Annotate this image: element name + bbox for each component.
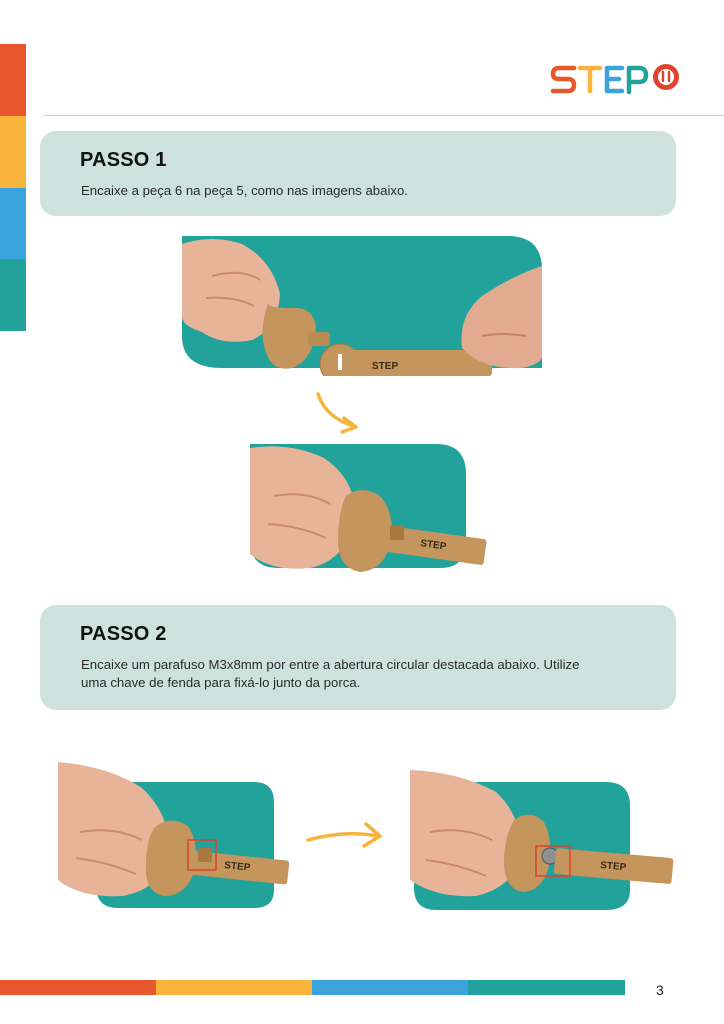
step-2-title: PASSO 2 [80, 623, 167, 645]
step-2-photo-after [410, 770, 680, 912]
footer-bar-orange [0, 980, 156, 995]
piece-engraving: STEP [419, 538, 447, 553]
step-2-photo-before [58, 762, 294, 910]
step-2-card [40, 605, 676, 710]
step-1-description: Encaixe a peça 6 na peça 5, como nas imagens abaixo. [81, 183, 408, 198]
arrow-right-icon [304, 812, 386, 852]
footer-bar-blue [312, 980, 468, 995]
piece-engraving: STEP [223, 860, 251, 874]
step-logo [550, 58, 682, 100]
step-1-card [40, 131, 676, 216]
step-1-photo-after [250, 444, 490, 576]
header-divider [44, 115, 724, 116]
strip-teal [0, 259, 26, 331]
step-2-description-line-2: uma chave de fenda para fixá-lo junto da porca. [81, 675, 361, 690]
step-1-title: PASSO 1 [80, 149, 167, 171]
step-2-description-line-1: Encaixe um parafuso M3x8mm por entre a abertura circular destacada abaixo. Utilize [81, 657, 580, 672]
piece-engraving: STEP [372, 361, 399, 372]
step-2-description [81, 656, 579, 692]
strip-blue [0, 188, 26, 259]
step-1-photo-before [182, 236, 542, 376]
strip-orange [0, 44, 26, 116]
footer-bar-teal [468, 980, 625, 995]
piece-engraving: STEP [599, 860, 627, 874]
arrow-icon [314, 390, 364, 434]
footer-bar-yellow [156, 980, 312, 995]
side-color-strip [0, 44, 26, 331]
page-number: 3 [656, 982, 664, 998]
strip-yellow [0, 116, 26, 188]
